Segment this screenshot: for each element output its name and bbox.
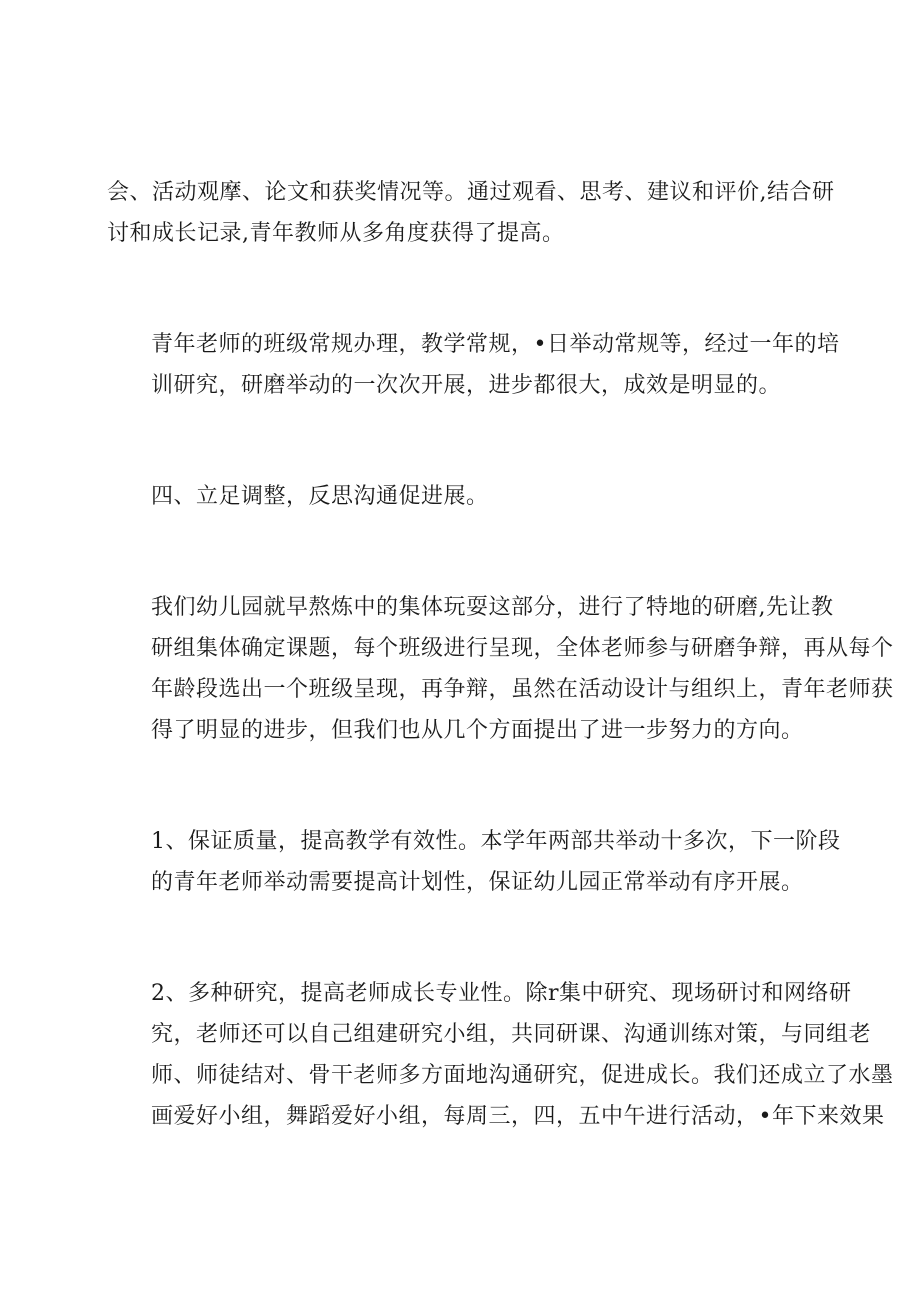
- paragraph-5: [107, 821, 841, 903]
- text-line: 年龄段选出一个班级呈现，再争辩，虽然在活动设计与组织上，青年老师获: [151, 677, 894, 702]
- text-line: 青年老师的班级常规办理，教学常规，•日举动常规等，经过一年的培: [151, 332, 840, 357]
- text-line: 画爱好小组，舞蹈爱好小组，每周三，四，五中午进行活动，•年下来效果: [151, 1104, 885, 1129]
- section-heading: [107, 476, 823, 517]
- text-line: 2、多种研究，提高老师成长专业性。除r集中研究、现场研讨和网络研: [151, 981, 852, 1006]
- paragraph-6: [107, 973, 894, 1137]
- text-line: 四、立足调整，反思沟通促进展。: [151, 484, 489, 509]
- text-line: 讨和成长记录,青年教师从多角度获得了提高。: [107, 221, 565, 246]
- text-line: 得了明显的进步，但我们也从几个方面提出了进一步努力的方向。: [151, 718, 804, 743]
- text-line: 训研究，研磨举动的一次次开展，进步都很大，成效是明显的。: [151, 373, 782, 398]
- text-line: 研组集体确定课题，每个班级进行呈现，全体老师参与研磨争辩，再从每个: [151, 636, 894, 661]
- text-line: 究，老师还可以自己组建研究小组，共同研课、沟通训练对策，与同组老: [151, 1022, 872, 1047]
- text-line: 会、活动观摩、论文和获奖情况等。通过观看、思考、建议和评价,结合研: [107, 180, 835, 205]
- paragraph-2: [107, 324, 840, 406]
- text-line: 师、师徒结对、骨干老师多方面地沟通研究，促进成长。我们还成立了水墨: [151, 1063, 894, 1088]
- text-line: 的青年老师举动需要提高计划性，保证幼儿园正常举动有序开展。: [151, 870, 804, 895]
- text-line: 1、保证质量，提高教学有效性。本学年两部共举动十多次，下一阶段: [151, 829, 841, 854]
- paragraph-4: [107, 587, 894, 751]
- paragraph-1: [107, 172, 835, 254]
- document-body: [107, 172, 894, 1207]
- text-line: 我们幼儿园就早熬炼中的集体玩耍这部分，进行了特地的研磨,先让教: [151, 595, 834, 620]
